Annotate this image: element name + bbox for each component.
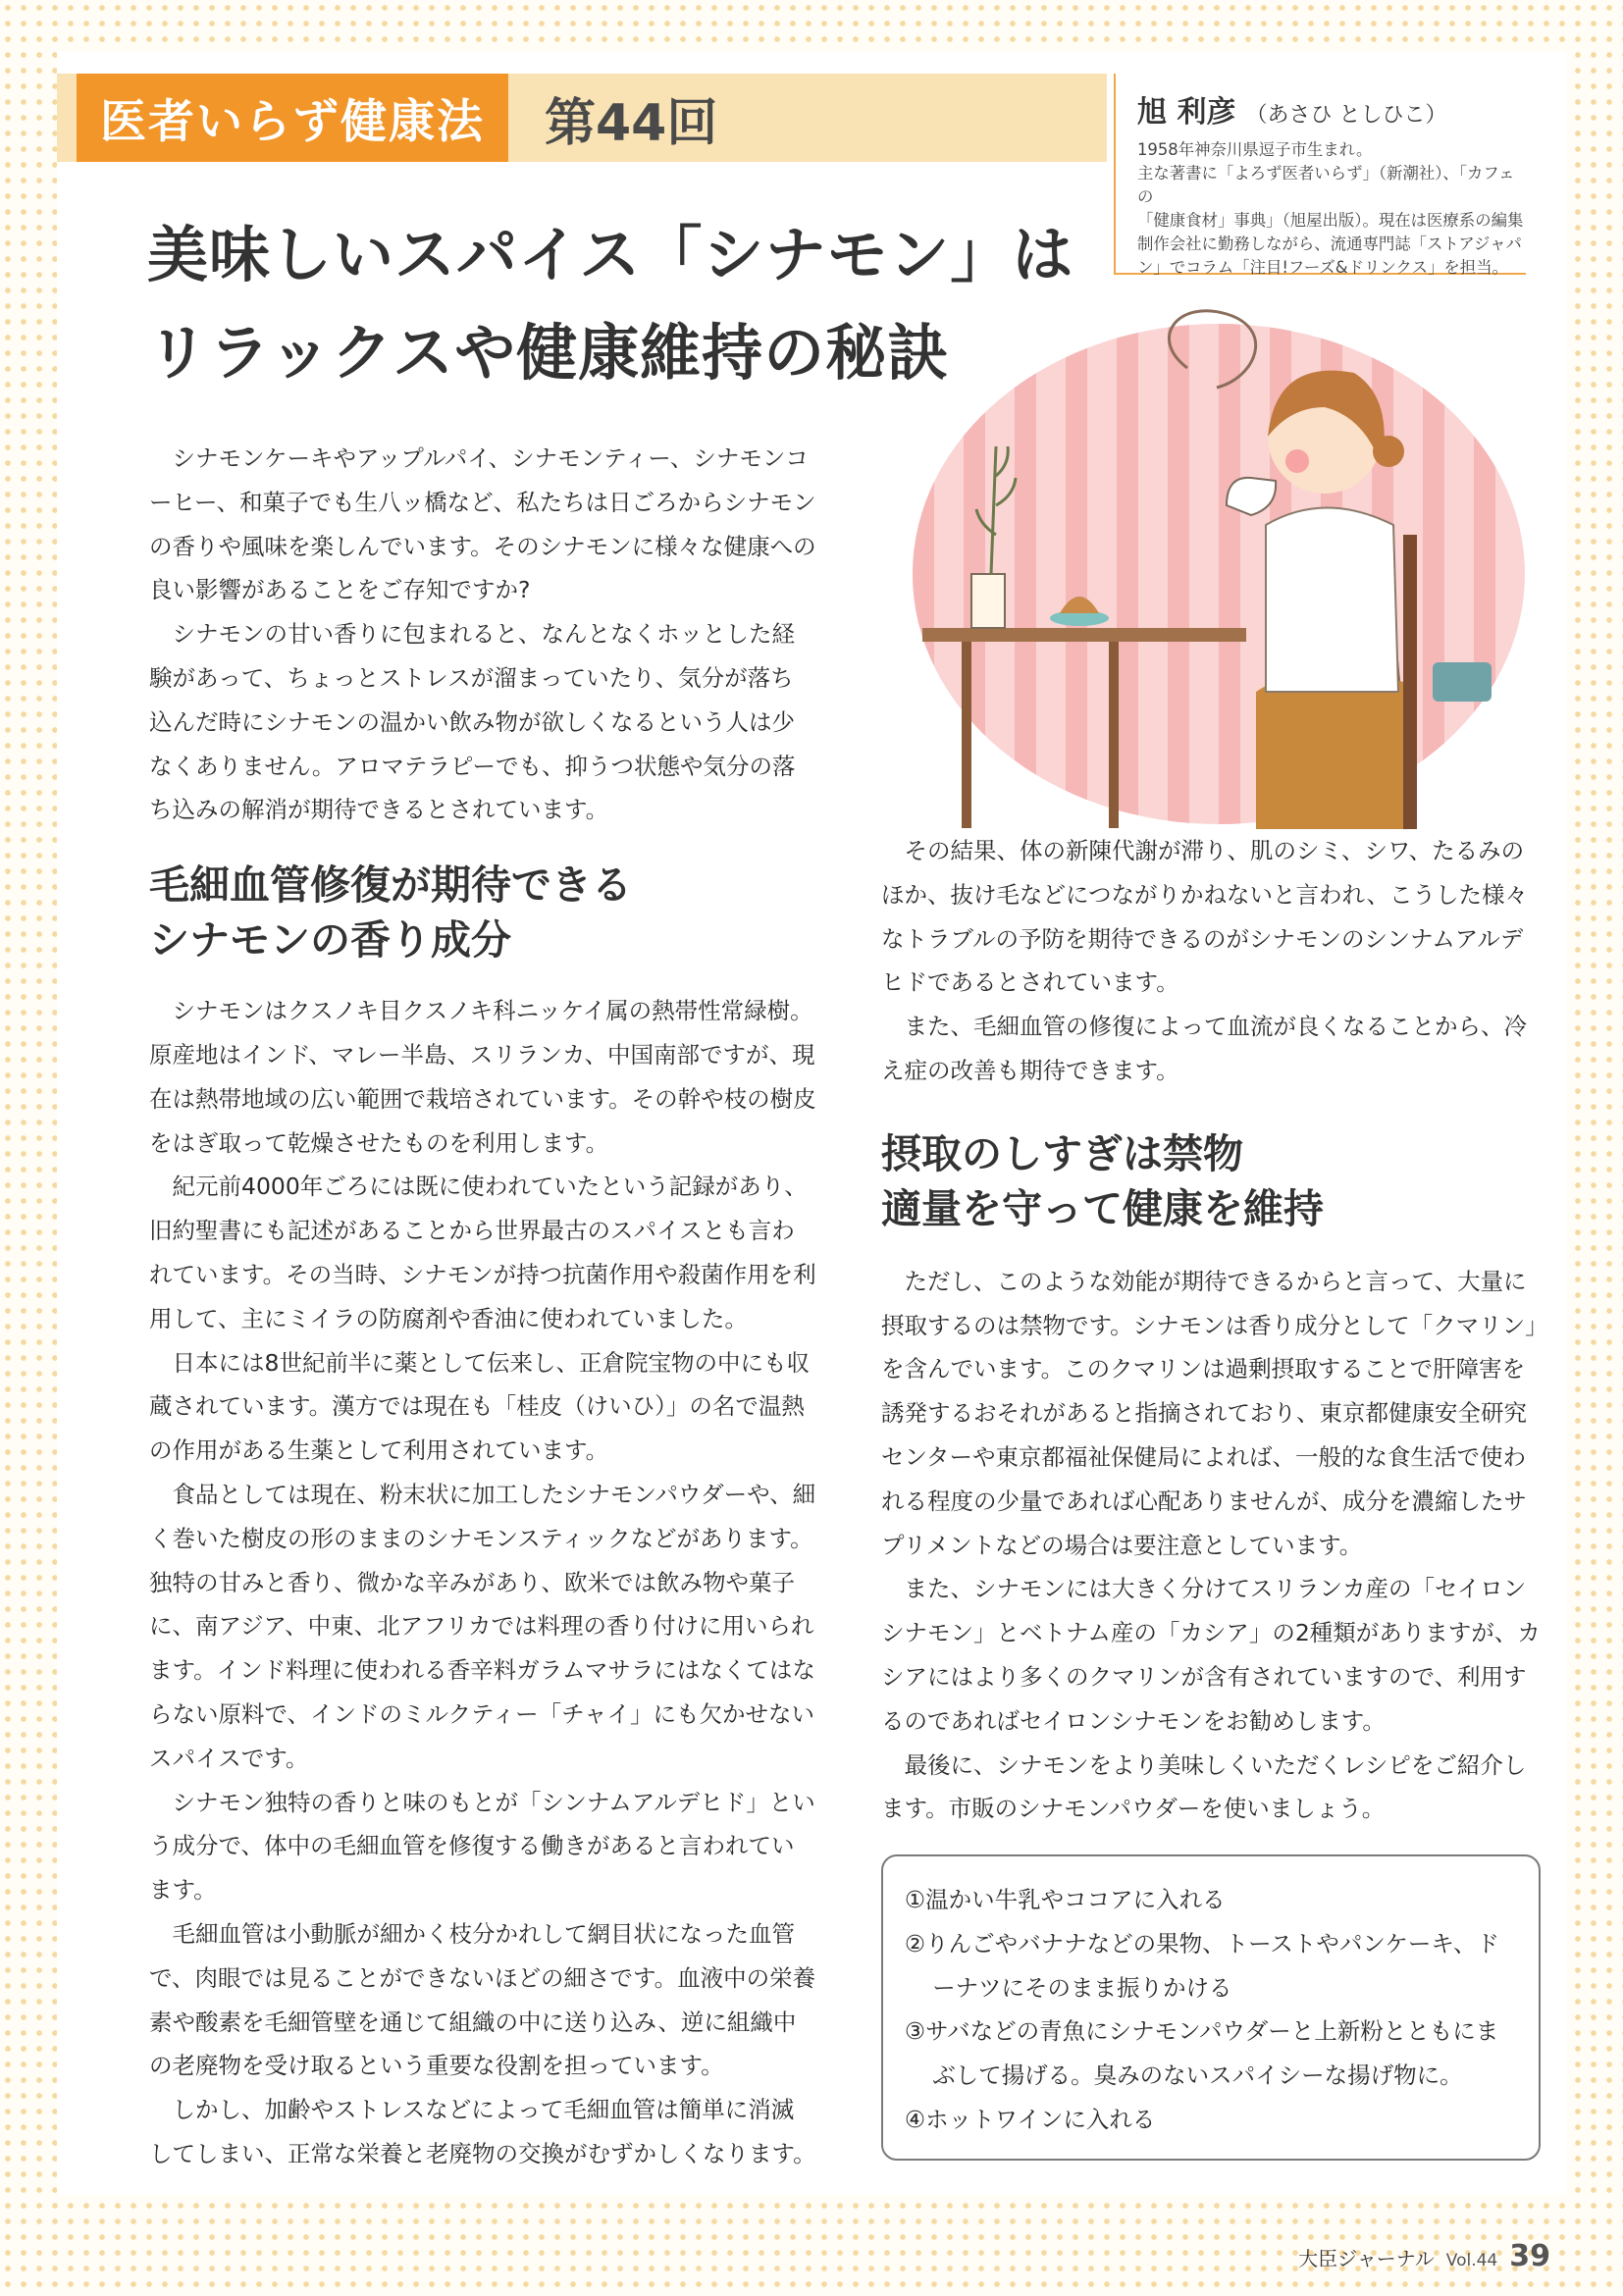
section1-paragraph-1: シナモンはクスノキ目クスノキ科ニッケイ属の熱帯性常緑樹。原産地はインド、マレー半島、スリランカ、中国南部ですが、現在は熱帯地域の広い範囲で栽培されています。その幹や枝の樹皮をはぎ取って乾燥させたものを利用します。 bbox=[149, 997, 816, 1157]
section1-paragraph-4: 食品としては現在、粉末状に加工したシナモンパウダーや、細く巻いた樹皮の形のままのシナモンスティックなどがあります。独特の甘みと香り、微かな辛みがあり、欧米では飲み物や菓子に、南アジア、中東、北アフリカでは料理の香り付けに用いられます。インド料理に使われる香辛料ガラムマサラにはなくてはならない原料で、インドのミルクティー「チャイ」にも欠かせないスパイスです。 bbox=[149, 1480, 816, 1772]
tip-item: ④ホットワインに入れる bbox=[905, 2105, 1156, 2133]
article-title: 美味しいスパイス「シナモン」は リラックスや健康維持の秘訣 bbox=[147, 219, 1074, 389]
woman-drinking-tea-illustration bbox=[903, 280, 1541, 829]
intro-paragraph-1: シナモンケーキやアップルパイ、シナモンティー、シナモンコーヒー、和菓子でも生八ッ橋など、私たちは日ごろからシナモンの香りや風味を楽しんでいます。そのシナモンに様々な健康への良い影響があることをご存知ですか? bbox=[149, 444, 816, 604]
left-column bbox=[149, 437, 816, 2176]
section1-paragraph-2: 紀元前4000年ごろには既に使われていたという記録があり、旧約聖書にも記述があることから世界最古のスパイスとも言われています。その当時、シナモンが持つ抗菌作用や殺菌作用を利用して、主にミイラの防腐剤や香油に使われていました。 bbox=[149, 1173, 816, 1332]
volume-label: Vol.44 bbox=[1445, 2251, 1498, 2270]
section1-continued-1: その結果、体の新陳代謝が滞り、肌のシミ、シワ、たるみのほか、抜け毛などにつながりかねないと言われ、こうした様々なトラブルの予防を期待できるのがシナモンのシンナムアルデヒドであるとされています。 bbox=[881, 837, 1528, 997]
section1-heading: 毛細血管修復が期待できる シナモンの香り成分 bbox=[149, 861, 632, 965]
author-name: 旭 利彦 bbox=[1137, 95, 1236, 130]
tip-item: ③サバなどの青魚にシナモンパウダーと上新粉とともにまぶして揚げる。臭みのないスパイシーな揚げ物に。 bbox=[905, 2017, 1499, 2090]
right-column bbox=[881, 829, 1541, 1831]
section1-paragraph-7: しかし、加齢やストレスなどによって毛細血管は簡単に消滅してしまい、正常な栄養と老廃物の交換がむずかしくなります。 bbox=[149, 2096, 816, 2167]
series-label: 医者いらず健康法 bbox=[77, 74, 508, 162]
section2-heading: 摂取のしすぎは禁物 適量を守って健康を維持 bbox=[881, 1129, 1324, 1232]
issue-label: 第44回 bbox=[545, 93, 718, 153]
recipe-tips-box bbox=[881, 1854, 1541, 2161]
section1-paragraph-3: 日本には8世紀前半に薬として伝来し、正倉院宝物の中にも収蔵されています。漢方では現在も「桂皮（けいひ）」の名で温熱の作用がある生薬として利用されています。 bbox=[149, 1348, 810, 1465]
section2-paragraph-2: また、シナモンには大きく分けてスリランカ産の「セイロンシナモン」とベトナム産の「カシア」の2種類がありますが、カシアにはより多くのクマリンが含有されていますので、利用するのであればセイロンシナモンをお勧めします。 bbox=[881, 1575, 1541, 1735]
section1-paragraph-6: 毛細血管は小動脈が細かく枝分かれして網目状になった血管で、肉眼では見ることができないほどの細さです。血液中の栄養素や酸素を毛細管壁を通じて組織の中に送り込み、逆に組織中の老廃物を受け取るという重要な役割を担っています。 bbox=[149, 1919, 816, 2080]
tip-item: ①温かい牛乳やココアに入れる bbox=[905, 1886, 1226, 1913]
page-number: 39 bbox=[1509, 2239, 1550, 2273]
author-profile bbox=[1114, 74, 1526, 275]
tip-item: ②りんごやバナナなどの果物、トーストやパンケーキ、ドーナツにそのまま振りかける bbox=[905, 1929, 1499, 2002]
author-reading: （あさひ としひこ） bbox=[1245, 103, 1447, 128]
intro-paragraph-2: シナモンの甘い香りに包まれると、なんとなくホッとした経験があって、ちょっとストレスが溜まっていたり、気分が落ち込んだ時にシナモンの温かい飲み物が欲しくなるという人は少なくありません。アロマテラピーでも、抑うつ状態や気分の落ち込みの解消が期待できるとされています。 bbox=[149, 620, 796, 824]
section1-paragraph-5: シナモン独特の香りと味のもとが「シンナムアルデヒド」という成分で、体中の毛細血管を修復する働きがあると言われています。 bbox=[149, 1788, 815, 1905]
author-name-line bbox=[1137, 87, 1526, 130]
author-bio: 1958年神奈川県逗子市生まれ。 主な著書に「よろず医者いらず」（新潮社）、「カフェの 「健康食材」事典」（旭屋出版）。現在は医療系の編集 制作会社に勤務しながら、流通専門誌「ストアジャパ ン」でコラム「注目!フーズ&ドリンクス」を担当。 bbox=[1137, 140, 1524, 277]
section2-paragraph-1: ただし、このような効能が期待できるからと言って、大量に摂取するのは禁物です。シナモンは香り成分として「クマリン」を含んでいます。このクマリンは過剰摂取することで肝障害を誘発するおそれがあると指摘されており、東京都健康安全研究センターや東京都福祉保健局によれば、一般的な食生活で使われる程度の少量であれば心配ありませんが、成分を濃縮したサプリメントなどの場合は要注意としています。 bbox=[881, 1267, 1537, 1559]
section2-paragraph-3: 最後に、シナモンをより美味しくいただくレシピをご紹介します。市販のシナモンパウダーを使いましょう。 bbox=[881, 1750, 1527, 1823]
page-footer bbox=[1298, 2239, 1550, 2273]
publication-name: 大臣ジャーナル bbox=[1298, 2247, 1435, 2270]
section1-continued-2: また、毛細血管の修復によって血流が良くなることから、冷え症の改善も期待できます。 bbox=[881, 1013, 1527, 1084]
